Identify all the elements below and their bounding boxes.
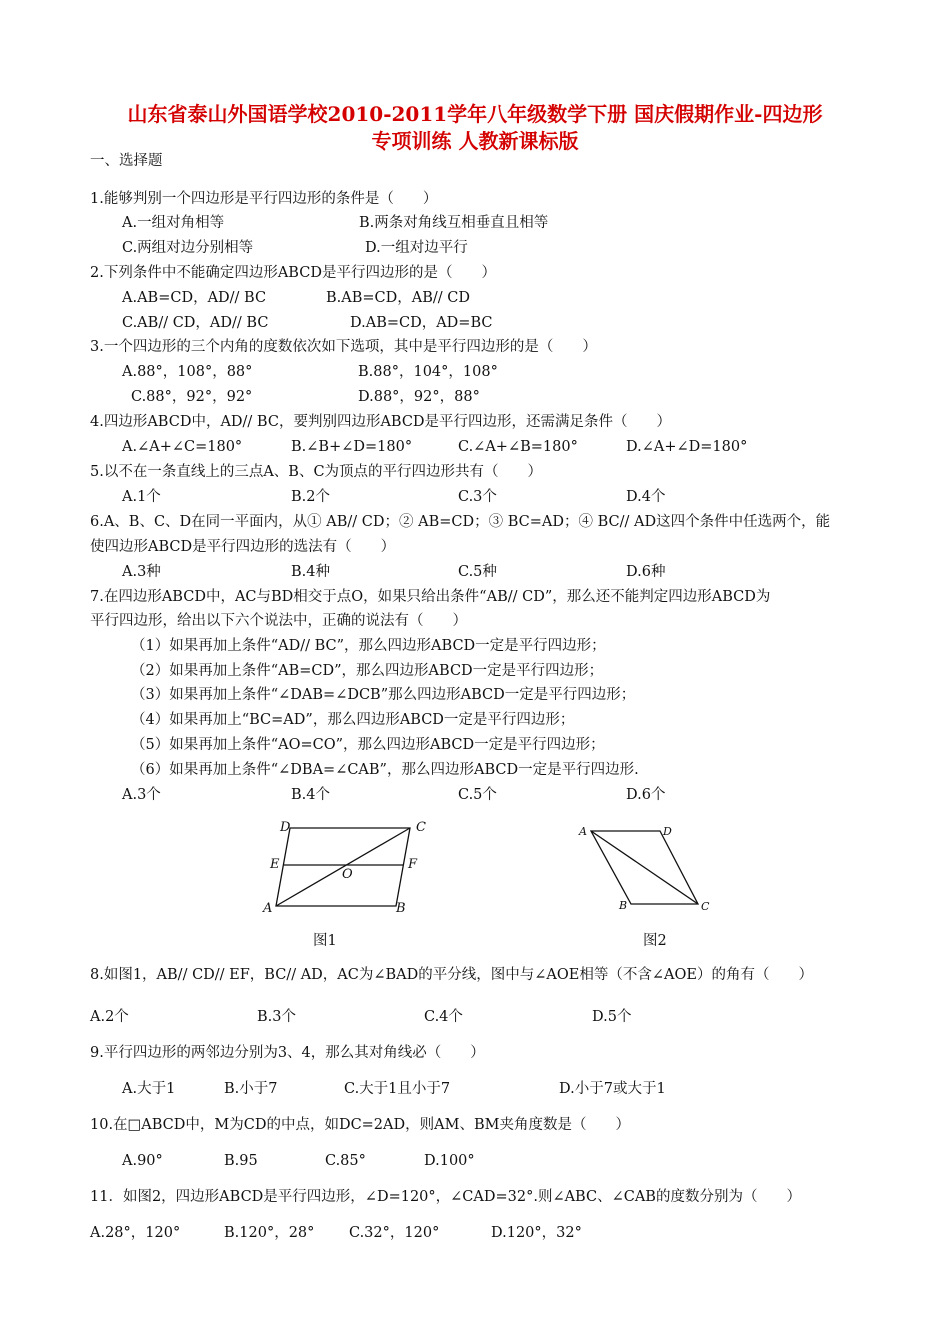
q9-option-d: D.小于7或大于1: [559, 1081, 666, 1097]
q7-statement-1: （1）如果再加上条件“AD// BC”，那么四边形ABCD一定是平行四边形；: [131, 638, 606, 654]
label-d: D: [663, 825, 672, 838]
q9-option-b: B.小于7: [224, 1081, 278, 1097]
q8-option-c: C.4个: [424, 1009, 463, 1025]
label-f: F: [408, 857, 418, 872]
question-5: 5.以不在一条直线上的三点A、B、C为顶点的平行四边形共有（ ）: [90, 464, 543, 480]
question-10: 10.在□ABCD中，M为CD的中点，如DC=2AD，则AM、BM夹角度数是（ ）: [90, 1117, 630, 1133]
q7-option-a: A.3个: [122, 787, 161, 803]
q3-option-b: B.88°，104°，108°: [358, 364, 498, 380]
q7-option-b: B.4个: [291, 787, 330, 803]
q6-option-b: B.4种: [291, 564, 330, 580]
q9-option-a: A.大于1: [122, 1081, 176, 1097]
question-8: 8.如图1，AB// CD// EF，BC// AD，AC为∠BAD的平分线，图中与∠AOE相等（不含∠AOE）的角有（ ）: [90, 967, 813, 983]
question-7-line2: 平行四边形，给出以下六个说法中，正确的说法有（ ）: [90, 613, 467, 629]
q2-option-b: B.AB=CD，AB// CD: [326, 290, 470, 306]
q10-option-d: D.100°: [424, 1153, 475, 1169]
label-d: D: [280, 820, 291, 835]
q11-option-c: C.32°，120°: [349, 1225, 440, 1241]
label-b: B: [619, 899, 628, 912]
q7-statement-4: （4）如果再加上“BC=AD”，那么四边形ABCD一定是平行四边形；: [131, 712, 575, 728]
q7-statement-5: （5）如果再加上条件“AO=CO”，那么四边形ABCD一定是平行四边形；: [131, 737, 605, 753]
q1-option-c: C.两组对边分别相等: [122, 240, 254, 256]
q1-option-d: D.一组对边平行: [365, 240, 468, 256]
diagonal-ac: [591, 831, 698, 904]
q7-statement-6: （6）如果再加上条件“∠DBA=∠CAB”，那么四边形ABCD一定是平行四边形.: [131, 762, 639, 778]
section-heading: 一、选择题: [90, 153, 163, 169]
q4-option-c: C.∠A+∠B=180°: [458, 439, 578, 455]
q1-option-a: A.一组对角相等: [122, 215, 225, 231]
q5-option-c: C.3个: [458, 489, 497, 505]
q6-option-a: A.3种: [122, 564, 161, 580]
q3-option-a: A.88°，108°，88°: [122, 364, 253, 380]
q7-option-c: C.5个: [458, 787, 497, 803]
figure-1-diagram: [260, 812, 430, 917]
question-1: 1.能够判别一个四边形是平行四边形的条件是（ ）: [90, 191, 438, 207]
question-11: 11．如图2，四边形ABCD是平行四边形，∠D=120°，∠CAD=32°.则∠ABC、∠CAB的度数分别为（ ）: [90, 1189, 801, 1205]
q11-option-a: A.28°，120°: [90, 1225, 181, 1241]
question-7-line1: 7.在四边形ABCD中，AC与BD相交于点O，如果只给出条件“AB// CD”，那么还不能判定四边形ABCD为: [90, 589, 771, 605]
label-o: O: [342, 867, 353, 882]
question-9: 9.平行四边形的两邻边分别为3、4，那么其对角线必（ ）: [90, 1045, 485, 1061]
q3-option-d: D.88°，92°，88°: [358, 389, 480, 405]
q8-option-d: D.5个: [592, 1009, 632, 1025]
document-title-line1: 山东省泰山外国语学校2010-2011学年八年级数学下册 国庆假期作业-四边形: [127, 102, 823, 126]
question-3: 3.一个四边形的三个内角的度数依次如下选项，其中是平行四边形的是（ ）: [90, 339, 597, 355]
q11-option-d: D.120°，32°: [491, 1225, 582, 1241]
q6-option-c: C.5种: [458, 564, 497, 580]
q10-option-c: C.85°: [325, 1153, 366, 1169]
q3-option-c: C.88°，92°，92°: [131, 389, 253, 405]
q10-option-b: B.95: [224, 1153, 258, 1169]
label-c: C: [701, 900, 710, 913]
q2-option-d: D.AB=CD，AD=BC: [350, 315, 493, 331]
question-2: 2.下列条件中不能确定四边形ABCD是平行四边形的是（ ）: [90, 265, 496, 281]
label-a: A: [263, 901, 273, 916]
question-6-line1: 6.A、B、C、D在同一平面内，从① AB// CD；② AB=CD；③ BC=AD；④ BC// AD这四个条件中任选两个，能: [90, 514, 831, 530]
q4-option-d: D.∠A+∠D=180°: [626, 439, 748, 455]
question-4: 4.四边形ABCD中，AD// BC，要判别四边形ABCD是平行四边形，还需满足条件（ ）: [90, 414, 672, 430]
q7-statement-3: （3）如果再加上条件“∠DAB=∠DCB”那么四边形ABCD一定是平行四边形；: [131, 687, 636, 703]
q2-option-a: A.AB=CD，AD// BC: [122, 290, 267, 306]
q2-option-c: C.AB// CD，AD// BC: [122, 315, 269, 331]
q7-statement-2: （2）如果再加上条件“AB=CD”，那么四边形ABCD一定是平行四边形；: [131, 663, 604, 679]
q5-option-a: A.1个: [122, 489, 161, 505]
q11-option-b: B.120°，28°: [224, 1225, 315, 1241]
q8-option-a: A.2个: [90, 1009, 129, 1025]
q7-option-d: D.6个: [626, 787, 666, 803]
q8-option-b: B.3个: [257, 1009, 296, 1025]
q6-option-d: D.6种: [626, 564, 666, 580]
q5-option-d: D.4个: [626, 489, 666, 505]
document-title-line2: 专项训练 人教新课标版: [371, 129, 579, 153]
label-c: C: [416, 820, 426, 835]
label-e: E: [270, 857, 280, 872]
q5-option-b: B.2个: [291, 489, 330, 505]
question-6-line2: 使四边形ABCD是平行四边形的选法有（ ）: [90, 539, 396, 555]
q9-option-c: C.大于1且小于7: [344, 1081, 451, 1097]
figure-2-diagram: [573, 818, 723, 918]
q4-option-b: B.∠B+∠D=180°: [291, 439, 413, 455]
label-a: A: [579, 825, 587, 838]
q1-option-b: B.两条对角线互相垂直且相等: [359, 215, 549, 231]
q4-option-a: A.∠A+∠C=180°: [122, 439, 243, 455]
label-b: B: [396, 901, 406, 916]
figure-2-caption: 图2: [643, 933, 667, 949]
q10-option-a: A.90°: [122, 1153, 163, 1169]
figure-1-caption: 图1: [313, 933, 337, 949]
